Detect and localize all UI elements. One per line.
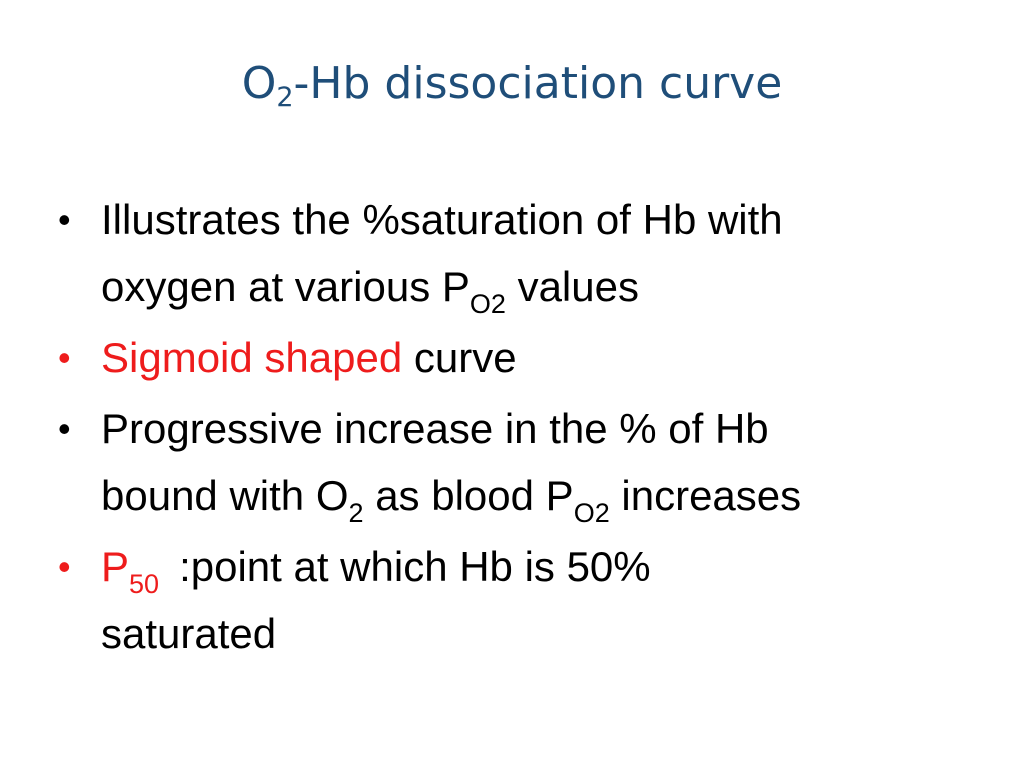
bullet-item-progressive <box>56 395 996 529</box>
bullet-4-rest: :point at which Hb is 50% <box>179 543 651 590</box>
bullet-4-line-2: saturated <box>101 610 277 657</box>
bullet-3-line-2-a: bound with O <box>101 472 349 519</box>
slide-title <box>0 58 1024 114</box>
bullet-dot-icon: • <box>58 199 71 240</box>
bullet-2-rest: curve <box>402 334 517 381</box>
bullet-3-subscript-1: 2 <box>348 498 364 528</box>
bullet-dot-icon: • <box>58 408 71 449</box>
bullet-1-line-2-post: values <box>505 263 639 310</box>
bullet-4-highlight: P <box>101 543 130 590</box>
bullet-item-illustrates <box>56 186 996 320</box>
title-subscript: 2 <box>276 82 294 114</box>
bullet-1-line-1: Illustrates the %saturation of Hb with <box>101 196 783 243</box>
bullet-3-subscript-2: O2 <box>573 498 610 528</box>
bullet-4-subscript: 50 <box>129 569 160 599</box>
bullet-1-subscript: O2 <box>469 289 506 319</box>
bullet-list <box>56 186 996 671</box>
bullet-dot-icon: • <box>58 546 71 587</box>
bullet-3-line-1: Progressive increase in the % of Hb <box>101 405 769 452</box>
bullet-item-sigmoid <box>56 324 996 391</box>
bullet-dot-icon: • <box>58 337 71 378</box>
bullet-item-p50 <box>56 533 996 667</box>
title-rest: -Hb dissociation curve <box>293 58 783 109</box>
title-main: O <box>241 58 277 109</box>
bullet-3-line-2-c: increases <box>609 472 802 519</box>
bullet-2-highlight: Sigmoid shaped <box>101 334 403 381</box>
bullet-1-line-2-pre: oxygen at various P <box>101 263 470 310</box>
bullet-3-line-2-b: as blood P <box>363 472 574 519</box>
